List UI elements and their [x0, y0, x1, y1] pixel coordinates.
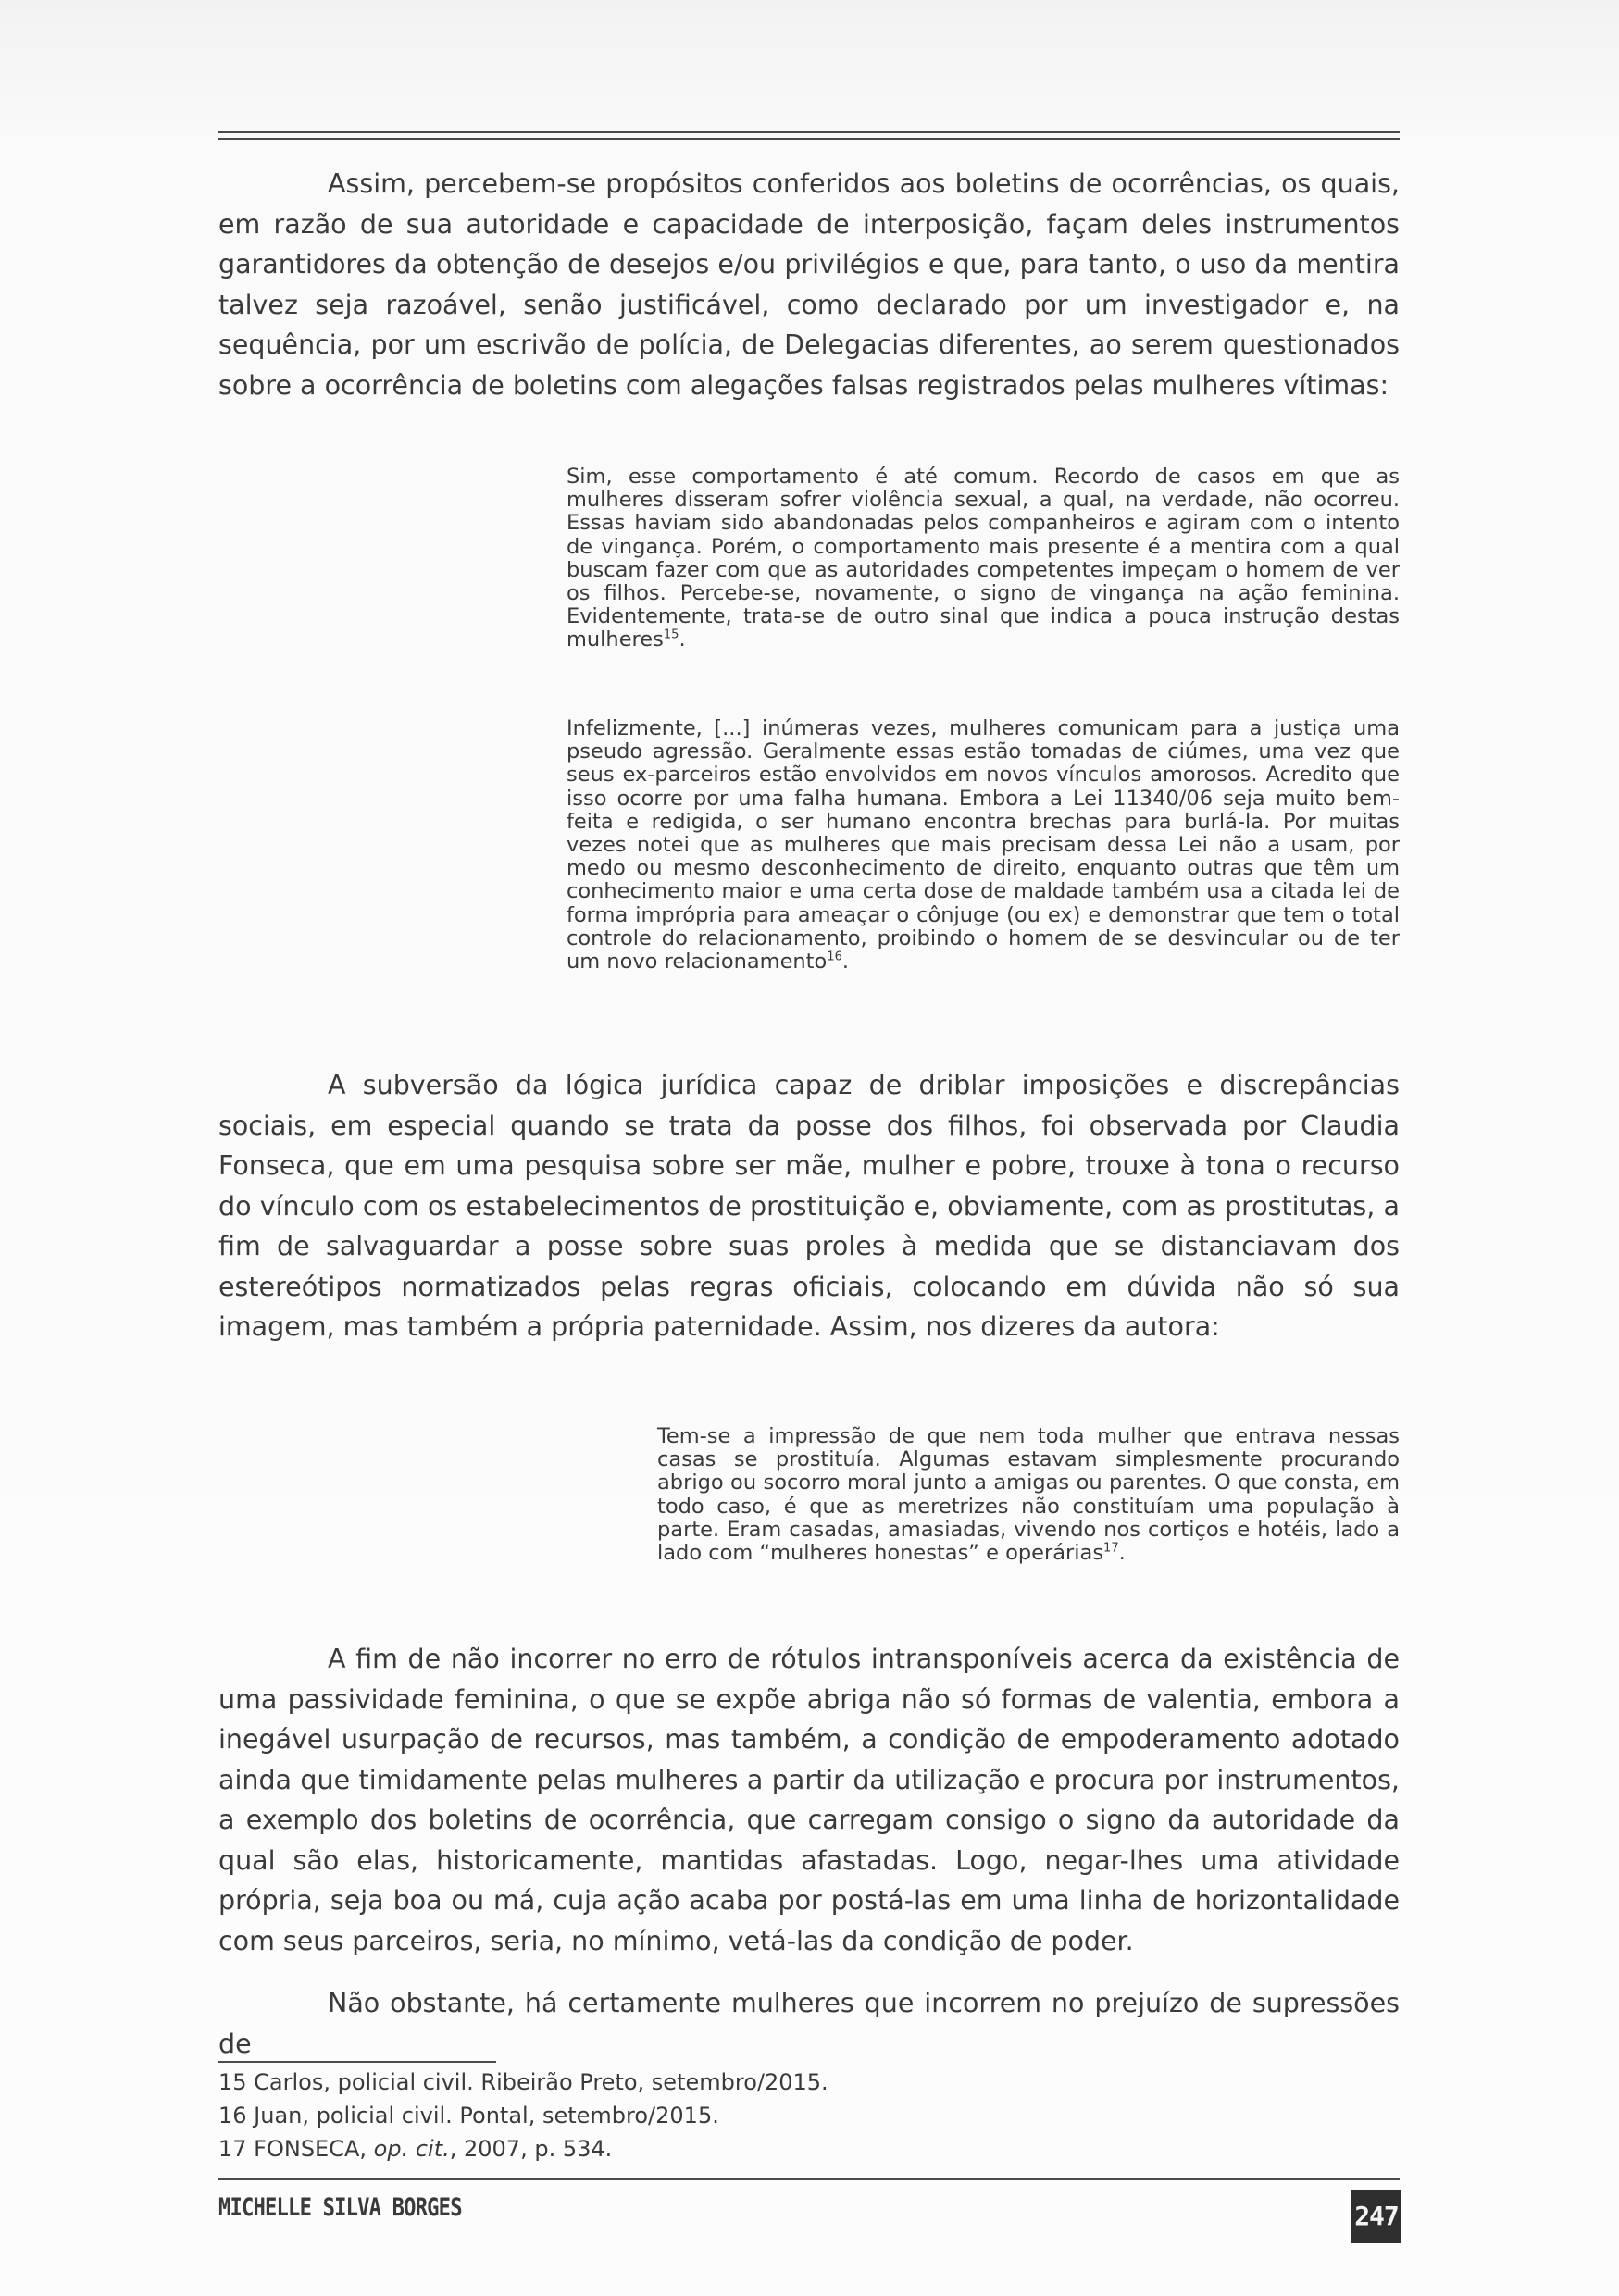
block-quote-1-body: Sim, esse comportamento é até comum. Recordo de casos em que as mulheres disseram sofrer violência sexual, a qual, na verdade, não ocorreu. Essas haviam sido abandonadas pelos companheiros e agiram com o intento de vingança. Porém, o comportamento mais presente é a mentira com a qual buscam fazer com que as autoridades competentes impeçam o homem de ver os filhos. Percebe-se, novamente, o signo de vingança na ação feminina. Evidentemente, trata-se de outro sinal que indica a pouca instrução destas mulheres — [567, 465, 1400, 652]
paragraph-4 — [218, 1983, 1400, 2064]
block-quote-1-text: Sim, esse comportamento é até comum. Recordo de casos em que as mulheres disseram sofrer violência sexual, a qual, na verdade, não ocorreu. Essas haviam sido abandonadas pelos companheiros e agiram com o intento de vingança. Porém, o comportamento mais presente é a mentira com a qual buscam fazer com que as autoridades competentes impeçam o homem de ver os filhos. Percebe-se, novamente, o signo de vingança na ação feminina. Evidentemente, trata-se de outro sinal que indica a pouca instrução destas mulheres$^{15}$. — [567, 465, 1400, 652]
paragraph-2-text: A subversão da lógica jurídica capaz de driblar imposições e discrepâncias sociais, em especial quando se trata da posse dos filhos, foi observada por Claudia Fonseca, que em uma pesquisa sobre ser mãe, mulher e pobre, trouxe à tona o recurso do vínculo com os estabelecimentos de prostituição e, obviamente, com as prostitutas, a fim de salvaguardar a posse sobre suas proles à medida que se distanciavam dos estereótipos normatizados pelas regras oficiais, colocando em dúvida não só sua imagem, mas também a própria paternidade. Assim, nos dizeres da autora: — [218, 1070, 1400, 1342]
footnote-separator — [218, 2061, 496, 2063]
block-quote-3-body: Tem-se a impressão de que nem toda mulher que entrava nessas casas se prostituía. Algumas estavam simplesmente procurando abrigo ou socorro moral junto a amigas ou parentes. O que consta, em todo caso, é que as meretrizes não constituíam uma população à parte. Eram casadas, amasiadas, vivendo nos cortiços e hotéis, lado a lado com “mulheres honestas” e operárias — [657, 1424, 1400, 1566]
running-footer-author: MICHELLE SILVA BORGES — [218, 2193, 462, 2222]
footnote-17-italic: op. cit. — [373, 2136, 450, 2162]
block-quote-1 — [567, 465, 1400, 652]
footnote-17-text: 17 FONSECA, — [218, 2136, 374, 2162]
paragraph-4-text: Não obstante, há certamente mulheres que incorrem no prejuízo de supressões de — [218, 1988, 1400, 2059]
block-quote-2-body: Infelizmente, [...] inúmeras vezes, mulheres comunicam para a justiça uma pseudo agressão. Geralmente essas estão tomadas de ciúmes, uma vez que seus ex-parceiros estão envolvidos em novos vínculos amorosos. Acredito que isso ocorre por uma falha humana. Embora a Lei 11340/06 seja muito bem-feita e redigida, o ser humano encontra brechas para burlá-la. Por muitas vezes notei que as mulheres que mais precisam dessa Lei não a usam, por medo ou mesmo desconhecimento de direito, enquanto outras que têm um conhecimento maior e uma certa dose de maldade também usa a citada lei de forma imprópria para ameaçar o cônjuge (ou ex) e demonstrar que tem o total controle do relacionamento, proibindo o homem de se desvincular ou de ter um novo relacionamento — [567, 716, 1400, 974]
block-quote-3 — [657, 1425, 1400, 1565]
footnote-ref-15: 15 — [663, 627, 679, 642]
block-quote-2 — [567, 717, 1400, 974]
footnote-ref-17: 17 — [1103, 1541, 1119, 1556]
paragraph-3-text: A fim de não incorrer no erro de rótulos intransponíveis acerca da existência de uma passividade feminina, o que se expõe abriga não só formas de valentia, embora a inegável usurpação de recursos, mas também, a condição de empoderamento adotado ainda que timidamente pelas mulheres a partir da utilização e procura por instrumentos, a exemplo dos boletins de ocorrência, que carregam consigo o signo da autoridade da qual são elas, historicamente, mantidas afastadas. Logo, negar-lhes uma atividade própria, seja boa ou má, cuja ação acaba por postá-las em uma linha de horizontalidade com seus parceiros, seria, no mínimo, vetá-las da condição de poder. — [218, 1644, 1400, 1956]
footnote-16-text: 16 Juan, policial civil. Pontal, setembro/2015. — [218, 2103, 719, 2128]
block-quote-2-text: Infelizmente, [...] inúmeras vezes, mulheres comunicam para a justiça uma pseudo agressão. Geralmente essas estão tomadas de ciúmes, uma vez que seus ex-parceiros estão envolvidos em novos vínculos amorosos. Acredito que isso ocorre por uma falha humana. Embora a Lei 11340/06 seja muito bem-feita e redigida, o ser humano encontra brechas para burlá-la. Por muitas vezes notei que as mulheres que mais precisam dessa Lei não a usam, por medo ou mesmo desconhecimento de direito, enquanto outras que têm um conhecimento maior e uma certa dose de maldade também usa a citada lei de forma imprópria para ameaçar o cônjuge (ou ex) e demonstrar que tem o total controle do relacionamento, proibindo o homem de se desvincular ou de ter um novo relacionamento$^{16}$. — [567, 716, 1400, 974]
footnote-16 — [218, 2099, 828, 2132]
paragraph-3 — [218, 1639, 1400, 1961]
footnote-ref-16: 16 — [827, 949, 842, 964]
footnote-15 — [218, 2066, 828, 2099]
paragraph-1 — [218, 164, 1400, 405]
footer-rule — [218, 2178, 1400, 2180]
footnote-17-tail: , 2007, p. 534. — [449, 2136, 613, 2162]
footnote-17 — [218, 2132, 828, 2166]
header-rule-secondary — [218, 138, 1400, 140]
paragraph-1-text: Assim, percebem-se propósitos conferidos aos boletins de ocorrências, os quais, em razão de sua autoridade e capacidade de interposição, façam deles instrumentos garantidores da obtenção de desejos e/ou privilégios e que, para tanto, o uso da mentira talvez seja razoável, senão justificável, como declarado por um investigador e, na sequência, por um escrivão de polícia, de Delegacias diferentes, ao serem questionados sobre a ocorrência de boletins com alegações falsas registrados pelas mulheres vítimas: — [218, 168, 1400, 401]
block-quote-3-text: Tem-se a impressão de que nem toda mulher que entrava nessas casas se prostituía. Algumas estavam simplesmente procurando abrigo ou socorro moral junto a amigas ou parentes. O que consta, em todo caso, é que as meretrizes não constituíam uma população à parte. Eram casadas, amasiadas, vivendo nos cortiços e hotéis, lado a lado com “mulheres honestas” e operárias$^{17}$. — [657, 1424, 1400, 1566]
footnotes — [218, 2066, 828, 2166]
paragraph-2 — [218, 1065, 1400, 1347]
page-number-badge: 247 — [1351, 2190, 1401, 2243]
header-rule — [218, 131, 1400, 133]
footnote-15-text: 15 Carlos, policial civil. Ribeirão Preto, setembro/2015. — [218, 2069, 828, 2095]
